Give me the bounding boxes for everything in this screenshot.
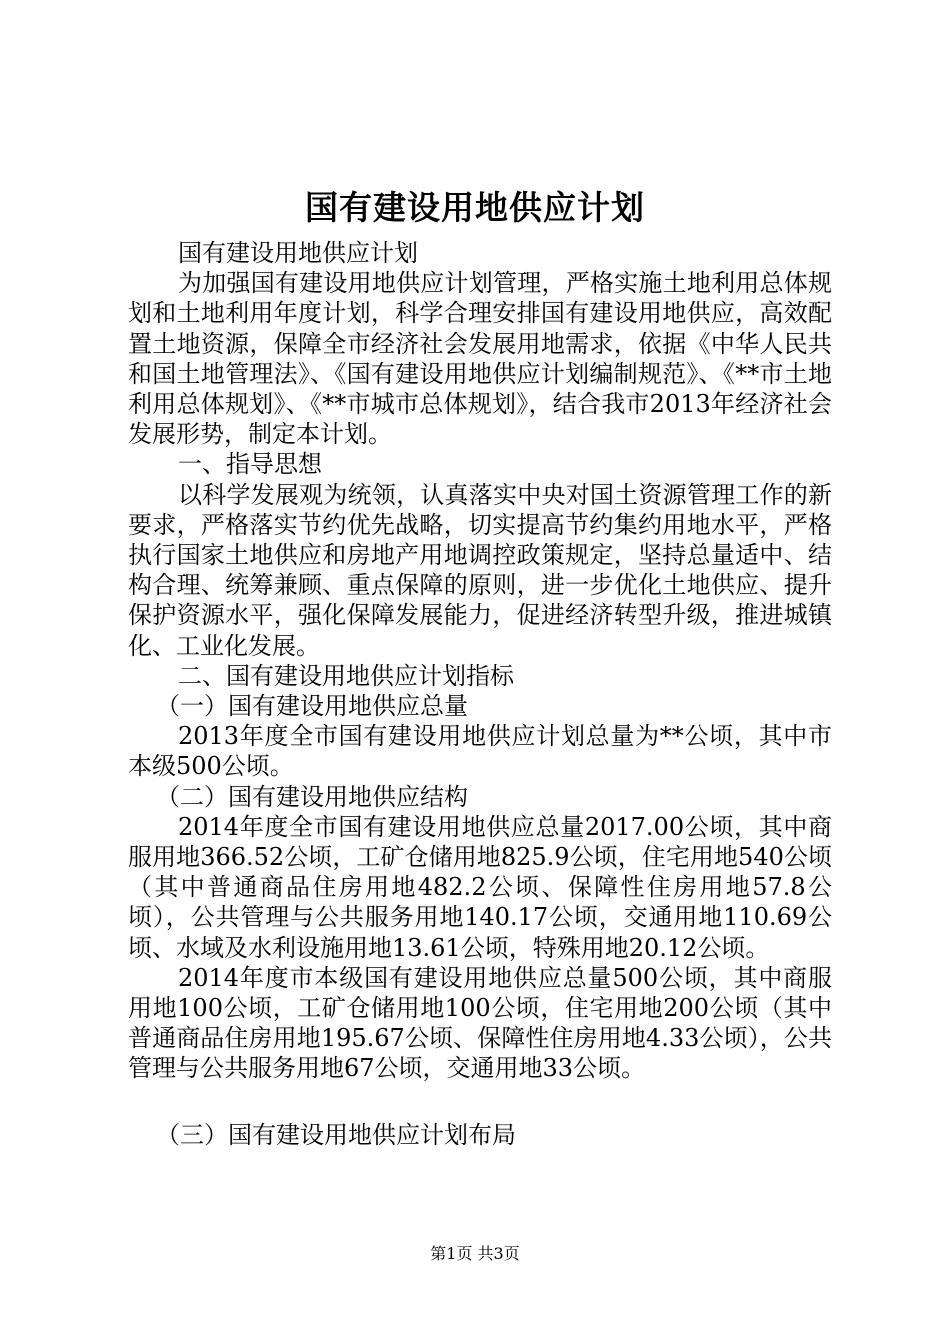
- guiding-thought-paragraph: 以科学发展观为统领，认真落实中央对国土资源管理工作的新要求，严格落实节约优先战略，切实提高节约集约用地水平，严格执行国家土地供应和房地产用地调控政策规定，坚持总量适中、结构合理、统筹兼顾、重点保障的原则，进一步优化土地供应、提升保护资源水平，强化保障发展能力，促进经济转型升级，推进城镇化、工业化发展。: [128, 480, 832, 660]
- document-body: [128, 238, 832, 1150]
- section-heading-2: 二、国有建设用地供应计划指标: [178, 661, 514, 690]
- municipal-structure-paragraph: 2014年度市本级国有建设用地供应总量500公顷，其中商服用地100公顷，工矿仓储用地100公顷，住宅用地200公顷（其中普通商品住房用地195.67公顷、保障性住房用地4.33公顷），公共管理与公共服务用地67公顷，交通用地33公顷。: [128, 963, 832, 1083]
- subsection-heading-1: （一）国有建设用地供应总量: [156, 692, 468, 721]
- city-structure-paragraph: 2014年度全市国有建设用地供应总量2017.00公顷，其中商服用地366.52公顷，工矿仓储用地825.9公顷，住宅用地540公顷（其中普通商品住房用地482.2公顷、保障性住房用地57.8公顷），公共管理与公共服务用地140.17公顷，交通用地110.69公顷、水域及水利设施用地13.61公顷，特殊用地20.12公顷。: [128, 812, 832, 962]
- section-heading-1: 一、指导思想: [178, 450, 322, 479]
- subsection-heading-3: （三）国有建设用地供应计划布局: [156, 1120, 516, 1149]
- subsection-heading-2: （二）国有建设用地供应结构: [156, 782, 468, 811]
- document-title: 国有建设用地供应计划: [305, 188, 645, 227]
- total-supply-paragraph: 2013年度全市国有建设用地供应计划总量为**公顷，其中市本级500公顷。: [128, 722, 832, 781]
- intro-paragraph: 为加强国有建设用地供应计划管理，严格实施土地利用总体规划和土地利用年度计划，科学合理安排国有建设用地供应，高效配置土地资源，保障全市经济社会发展用地需求，依据《中华人民共和国土地管理法》、《国有建设用地供应计划编制规范》、《**市土地利用总体规划》、《**市城市总体规划》，结合我市2013年经济社会发展形势，制定本计划。: [128, 269, 832, 449]
- page-footer: 第1页 共3页: [430, 1244, 520, 1263]
- subtitle-paragraph: 国有建设用地供应计划: [178, 239, 418, 267]
